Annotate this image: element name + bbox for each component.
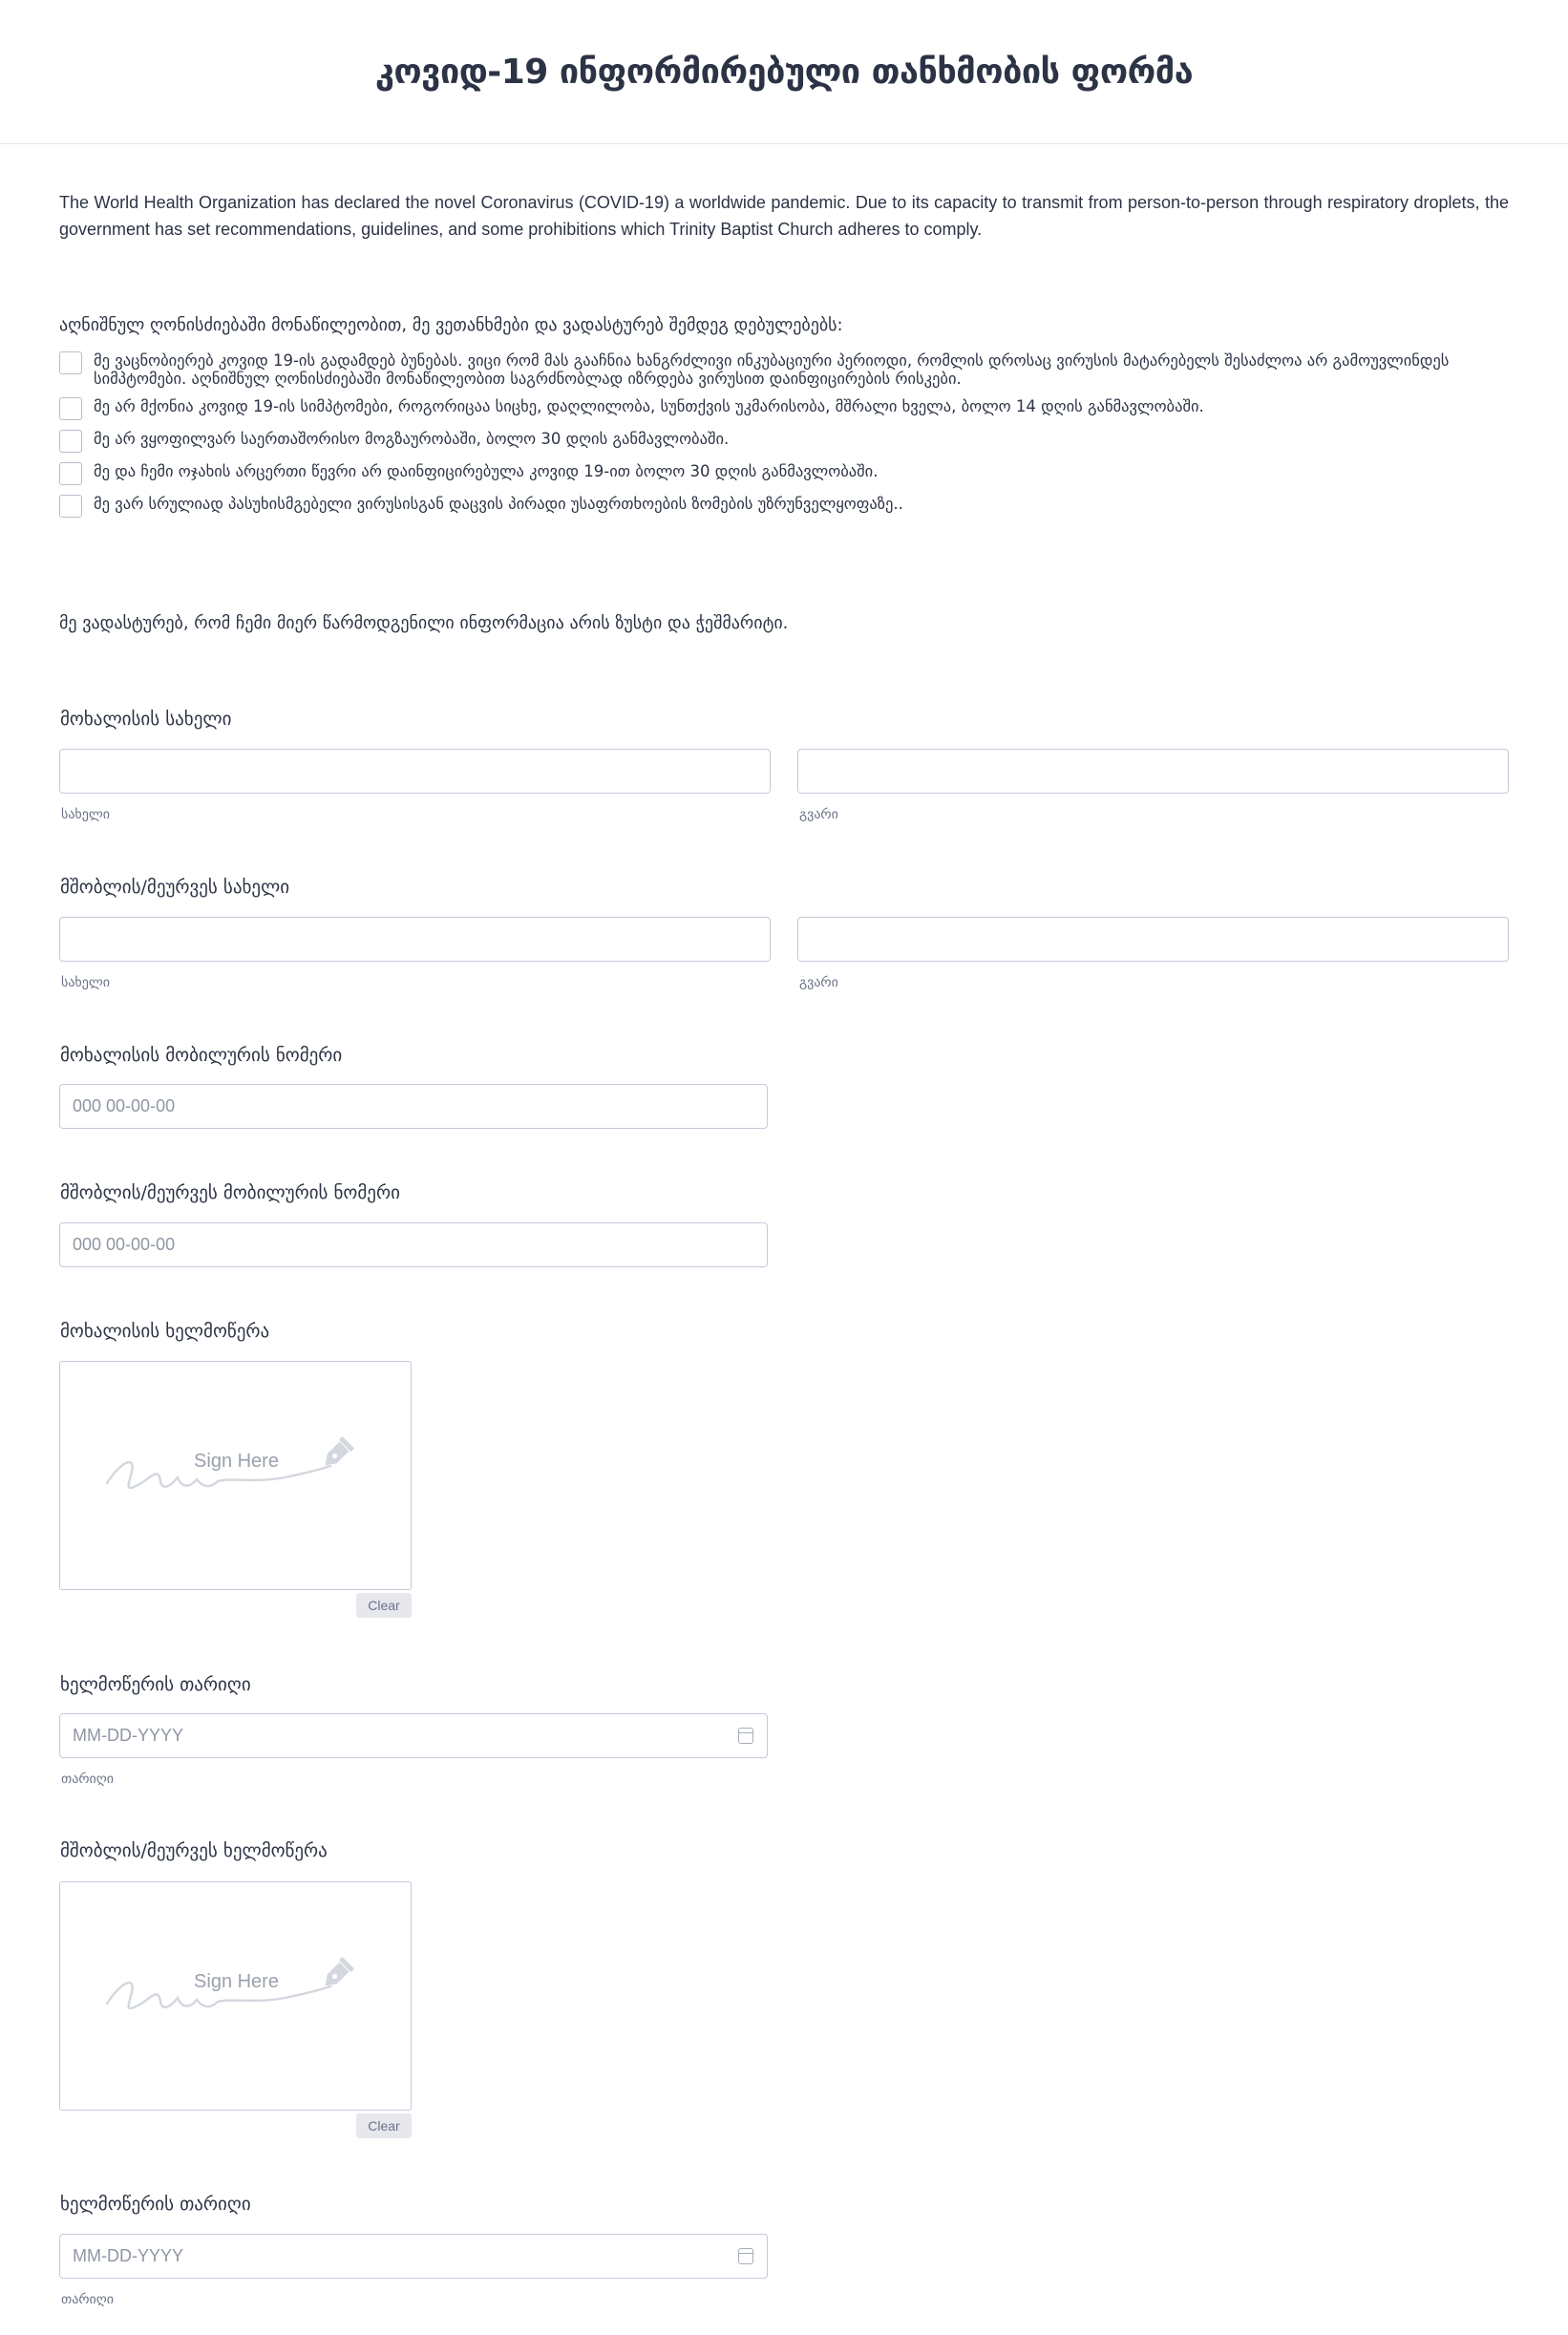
agreement-item[interactable] [59,397,1509,420]
parent-signature-label: მშობლის/მეურვეს ხელმოწერა [60,1840,328,1861]
calendar-icon[interactable] [738,2248,753,2264]
parent-last-name-input[interactable] [797,917,1509,962]
parent-last-name-sublabel: გვარი [799,975,838,990]
agreement-item[interactable] [59,430,1509,453]
agreement-item[interactable] [59,351,1509,388]
checkbox[interactable] [59,351,82,374]
parent-sign-date-label: ხელმოწერის თარიღი [60,2194,251,2215]
volunteer-first-name-input[interactable] [59,749,771,794]
parent-signature-clear-button[interactable]: Clear [356,2113,412,2138]
checkbox-label[interactable]: მე და ჩემი ოჯახის არცერთი წევრი არ დაინფიცირებულა კოვიდ 19-ით ბოლო 30 დღის განმავლობაში. [94,462,879,480]
agreement-item[interactable] [59,462,1509,485]
volunteer-sign-date-label: ხელმოწერის თარიღი [60,1674,251,1695]
volunteer-sign-date-placeholder: MM-DD-YYYY [73,1726,183,1745]
volunteer-first-name-sublabel: სახელი [61,807,110,822]
parent-first-name-input[interactable] [59,917,771,962]
volunteer-signature-label: მოხალისის ხელმოწერა [60,1321,270,1342]
agreement-section [59,313,1509,527]
checkbox-label[interactable]: მე ვარ სრულიად პასუხისმგებელი ვირუსისგან დაცვის პირადი უსაფრთხოების ზომების უზრუნველყოფაზე.. [94,495,903,513]
sign-here-text: Sign Here [194,1451,279,1472]
volunteer-signature-pad[interactable] [59,1361,412,1590]
intro-text: The World Health Organization has declared the novel Coronavirus (COVID-19) a worldwide pandemic. Due to its capacity to transmit from person-to-person through respiratory droplets, the government has set recommendations, guidelines, and some prohibitions which Trinity Baptist Church adheres to comply. [59,193,1509,239]
confirmation-text: მე ვადასტურებ, რომ ჩემი მიერ წარმოდგენილი ინფორმაცია არის ზუსტი და ჭეშმარიტი. [59,613,789,633]
checkbox-label[interactable]: მე არ ვყოფილვარ საერთაშორისო მოგზაურობაში, ბოლო 30 დღის განმავლობაში. [94,430,730,448]
sign-here-text: Sign Here [194,1971,279,1992]
checkbox-label[interactable]: მე ვაცნობიერებ კოვიდ 19-ის გადამდებ ბუნებას. ვიცი რომ მას გააჩნია ხანგრძლივი ინკუბაციური პერიოდი, რომლის დროსაც ვირუსის მატარებელს შესაძლოა არ გამოუვლინდეს სიმპტომები. აღნიშნულ ღონისძიებაში მონაწილეობით საგრძნობლად იზრდება ვირუსით დაინფიცირების რისკები. [94,351,1450,388]
volunteer-last-name-input[interactable] [797,749,1509,794]
parent-sign-date-placeholder: MM-DD-YYYY [73,2246,183,2265]
form-header [0,0,1568,144]
checkbox[interactable] [59,462,82,485]
parent-sign-date-sublabel: თარიღი [61,2292,114,2307]
volunteer-sign-date-input[interactable] [59,1713,768,1758]
agreement-title: აღნიშნულ ღონისძიებაში მონაწილეობით, მე ვეთანხმები და ვადასტურებ შემდეგ დებულებებს: [59,315,843,335]
parent-first-name-sublabel: სახელი [61,975,110,990]
volunteer-name-label: მოხალისის სახელი [60,709,232,730]
volunteer-phone-label: მოხალისის მობილურის ნომერი [60,1045,343,1066]
checkbox-label[interactable]: მე არ მქონია კოვიდ 19-ის სიმპტომები, როგორიცაა სიცხე, დაღლილობა, სუნთქვის უკმარისობა, მშრალი ხველა, ბოლო 14 დღის განმავლობაში. [94,397,1204,415]
form-title: კოვიდ-19 ინფორმირებული თანხმობის ფორმა [374,52,1194,92]
checkbox[interactable] [59,430,82,453]
volunteer-sign-date-sublabel: თარიღი [61,1772,114,1787]
calendar-icon[interactable] [738,1728,753,1744]
parent-phone-label: მშობლის/მეურვეს მობილურის ნომერი [60,1182,400,1203]
parent-signature-pad[interactable] [59,1881,412,2111]
parent-sign-date-input[interactable] [59,2234,768,2279]
parent-phone-placeholder: 000 00-00-00 [73,1235,176,1254]
checkbox[interactable] [59,495,82,518]
parent-phone-input[interactable] [59,1222,768,1267]
volunteer-phone-input[interactable] [59,1084,768,1129]
volunteer-signature-clear-button[interactable]: Clear [356,1593,412,1618]
parent-name-label: მშობლის/მეურვეს სახელი [60,877,290,898]
agreement-item[interactable] [59,495,1509,518]
volunteer-phone-placeholder: 000 00-00-00 [73,1096,176,1115]
volunteer-last-name-sublabel: გვარი [799,807,838,822]
checkbox[interactable] [59,397,82,420]
